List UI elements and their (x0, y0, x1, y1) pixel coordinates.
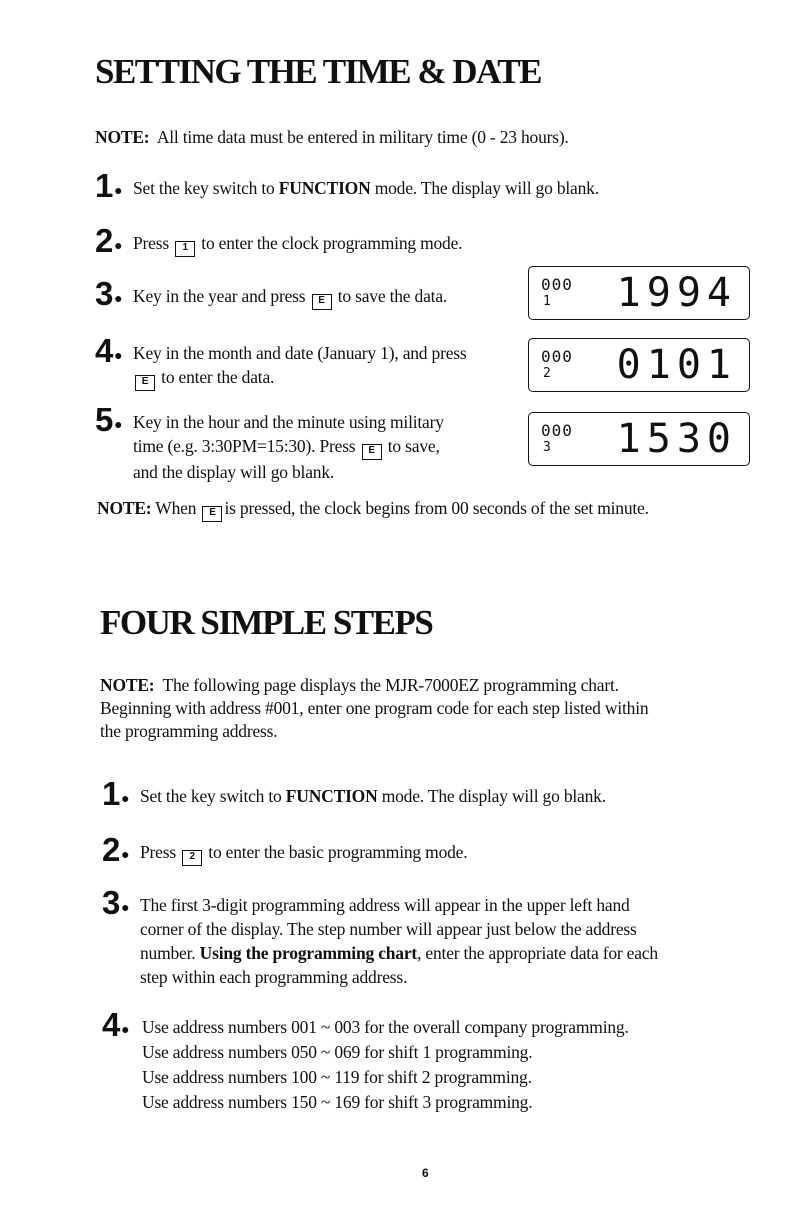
step-text: Key in the month and date (January 1), and press E to enter the data. (133, 341, 467, 391)
section-title-time-date: SETTING THE TIME & DATE (95, 52, 541, 91)
lcd-value: 1994 (616, 270, 737, 316)
time-step-3 (95, 275, 515, 314)
address-range-item: Use address numbers 100 ~ 119 for shift 2 programming. (142, 1067, 532, 1087)
note-programming-chart: NOTE: The following page displays the MJR-7000EZ programming chart. Beginning with address #001, enter one program code for each step listed within the programming address. (100, 675, 649, 741)
key-2-icon: 2 (182, 850, 202, 866)
lcd-value: 1530 (616, 416, 737, 462)
time-step-4 (95, 332, 515, 391)
step-number: 3● (102, 884, 130, 921)
step-text: Press 1 to enter the clock programming mode. (133, 231, 462, 257)
lcd-display-date (528, 338, 750, 392)
step-text: The first 3-digit programming address will appear in the upper left hand corner of the display. The step number will appear just below the address number. Using the programming chart, enter the appropriate data for each step within each programming address. (140, 895, 658, 987)
note-label: NOTE: (97, 498, 152, 518)
program-step-4 (102, 1006, 722, 1115)
step-number: 4● (102, 1006, 130, 1043)
step-text: Set the key switch to FUNCTION mode. The display will go blank. (140, 786, 606, 806)
step-number: 2● (95, 222, 123, 259)
key-1-icon: 1 (175, 241, 195, 257)
note-label: NOTE: (100, 675, 155, 695)
lcd-display-time (528, 412, 750, 466)
key-e-icon: E (362, 444, 382, 460)
lcd-step-number: 1 (543, 294, 551, 309)
program-step-2 (102, 831, 722, 870)
address-range-item: Use address numbers 050 ~ 069 for shift 1 programming. (142, 1042, 533, 1062)
note-military-time (95, 126, 569, 148)
lcd-step-number: 2 (543, 366, 551, 381)
key-e-icon: E (135, 375, 155, 391)
address-range-item: Use address numbers 150 ~ 169 for shift 3 programming. (142, 1092, 533, 1112)
note-label: NOTE: (95, 127, 150, 147)
address-range-item: Use address numbers 001 ~ 003 for the overall company programming. (142, 1017, 629, 1037)
key-e-icon: E (312, 294, 332, 310)
lcd-address: 000 (541, 275, 573, 294)
time-step-2 (95, 222, 695, 261)
lcd-step-number: 3 (543, 440, 551, 455)
page-number: 6 (422, 1166, 429, 1180)
section-title-four-steps: FOUR SIMPLE STEPS (100, 603, 433, 642)
step-text: Set the key switch to FUNCTION mode. The display will go blank. (133, 178, 599, 198)
lcd-address: 000 (541, 421, 573, 440)
lcd-display-year (528, 266, 750, 320)
step-number: 1● (102, 775, 130, 812)
note-clock-seconds: NOTE: When E is pressed, the clock begins from 00 seconds of the set minute. (97, 497, 649, 522)
program-step-1 (102, 775, 722, 814)
lcd-address: 000 (541, 347, 573, 366)
step-number: 3● (95, 275, 123, 312)
step-text: Key in the hour and the minute using military time (e.g. 3:30PM=15:30). Press E to save, and the display will go blank. (133, 412, 444, 482)
step-text: Press 2 to enter the basic programming mode. (140, 840, 467, 866)
program-step-3 (102, 884, 722, 993)
step-number: 1● (95, 167, 123, 204)
time-step-1 (95, 167, 695, 206)
step-number: 5● (95, 401, 123, 438)
step-number: 4● (95, 332, 123, 369)
step-text: Key in the year and press E to save the data. (133, 284, 447, 310)
key-e-icon: E (202, 506, 222, 522)
time-step-5 (95, 401, 515, 484)
note-text: All time data must be entered in military time (0 - 23 hours). (156, 127, 569, 147)
step-number: 2● (102, 831, 130, 868)
lcd-value: 0101 (616, 342, 737, 388)
address-range-list (142, 1015, 629, 1115)
